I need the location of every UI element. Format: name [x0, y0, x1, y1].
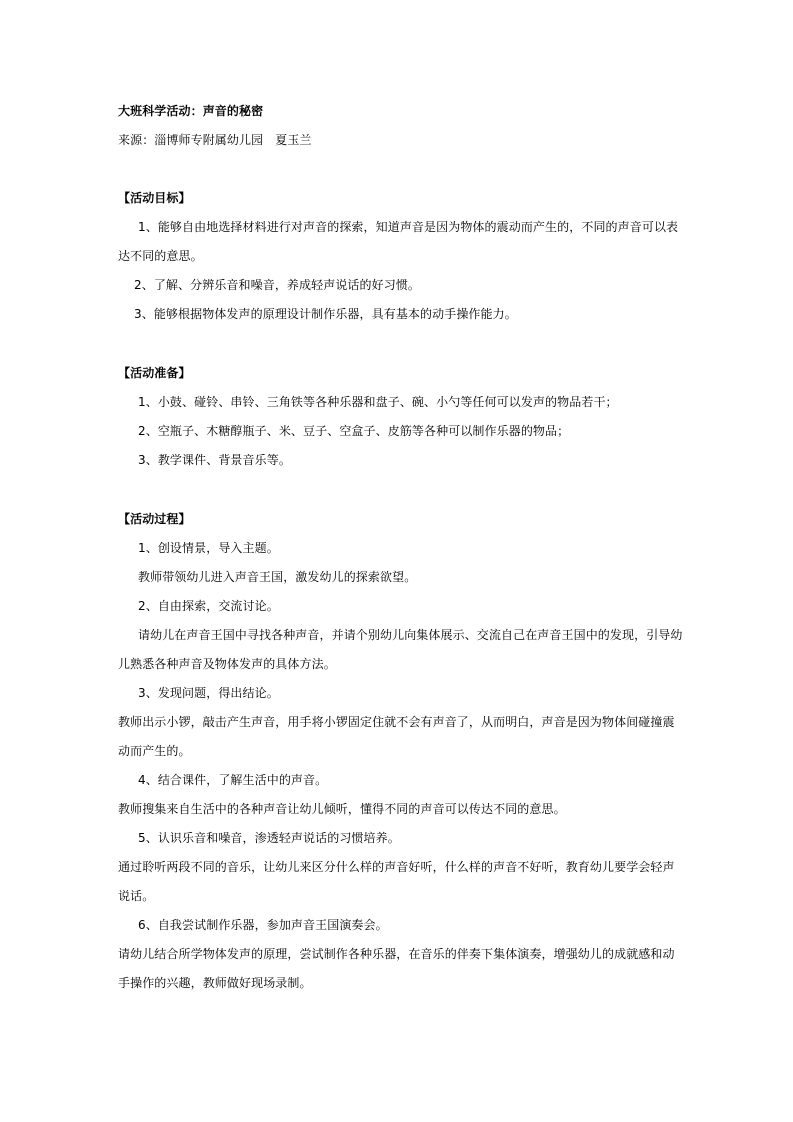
preparation-item-2: 2、空瓶子、木糖醇瓶子、米、豆子、空盒子、皮筋等各种可以制作乐器的物品；	[138, 424, 570, 438]
preparation-item-3: 3、教学课件、背景音乐等。	[138, 453, 291, 467]
process-step-2-text-line-1: 请幼儿在声音王国中寻找各种声音，并请个别幼儿向集体展示、交流自己在声音王国中的发现，引导幼	[138, 628, 683, 642]
process-step-4: 4、结合课件，了解生活中的声音。	[138, 773, 328, 787]
process-step-6-text-line-2: 手操作的兴趣，教师做好现场录制。	[118, 976, 312, 990]
process-heading: 【活动过程】	[118, 512, 191, 526]
process-step-4-text: 教师搜集来自生活中的各种声音让幼儿倾听，懂得不同的声音可以传达不同的意思。	[118, 802, 566, 816]
process-step-5: 5、认识乐音和噪音，渗透轻声说话的习惯培养。	[138, 831, 400, 845]
goal-item-1-line-2: 达不同的意思。	[118, 249, 203, 263]
process-step-2: 2、自由探索，交流讨论。	[138, 599, 279, 613]
process-step-5-text-line-2: 说话。	[118, 889, 155, 903]
process-step-3: 3、发现问题，得出结论。	[138, 686, 279, 700]
preparation-item-1: 1、小鼓、碰铃、串铃、三角铁等各种乐器和盘子、碗、小勺等任何可以发声的物品若干；	[138, 395, 618, 409]
process-step-1-text: 教师带领幼儿进入声音王国，激发幼儿的探索欲望。	[138, 570, 417, 584]
process-step-6: 6、自我尝试制作乐器，参加声音王国演奏会。	[138, 918, 388, 932]
goal-item-3: 3、能够根据物体发声的原理设计制作乐器，具有基本的动手操作能力。	[134, 307, 517, 321]
process-step-5-text-line-1: 通过聆听两段不同的音乐，让幼儿来区分什么样的声音好听，什么样的声音不好听，教育幼儿要学会轻声	[118, 860, 675, 874]
process-step-3-text-line-2: 动而产生的。	[118, 744, 191, 758]
process-step-1: 1、创设情景，导入主题。	[138, 541, 279, 555]
document-title: 大班科学活动：声音的秘密	[118, 104, 264, 118]
process-step-2-text-line-2: 儿熟悉各种声音及物体发声的具体方法。	[118, 657, 336, 671]
goal-item-2: 2、了解、分辨乐音和噪音，养成轻声说话的好习惯。	[134, 278, 421, 292]
goals-heading: 【活动目标】	[118, 191, 191, 205]
process-step-6-text-line-1: 请幼儿结合所学物体发声的原理，尝试制作各种乐器，在音乐的伴奏下集体演奏，增强幼儿的成就感和动	[118, 947, 675, 961]
document-source: 来源：淄博师专附属幼儿园 夏玉兰	[118, 133, 312, 147]
goal-item-1-line-1: 1、能够自由地选择材料进行对声音的探索，知道声音是因为物体的震动而产生的，不同的声音可以表	[138, 220, 679, 234]
preparation-heading: 【活动准备】	[118, 366, 191, 380]
process-step-3-text-line-1: 教师出示小锣，敲击产生声音，用手将小锣固定住就不会有声音了，从而明白，声音是因为物体间碰撞震	[118, 715, 675, 729]
